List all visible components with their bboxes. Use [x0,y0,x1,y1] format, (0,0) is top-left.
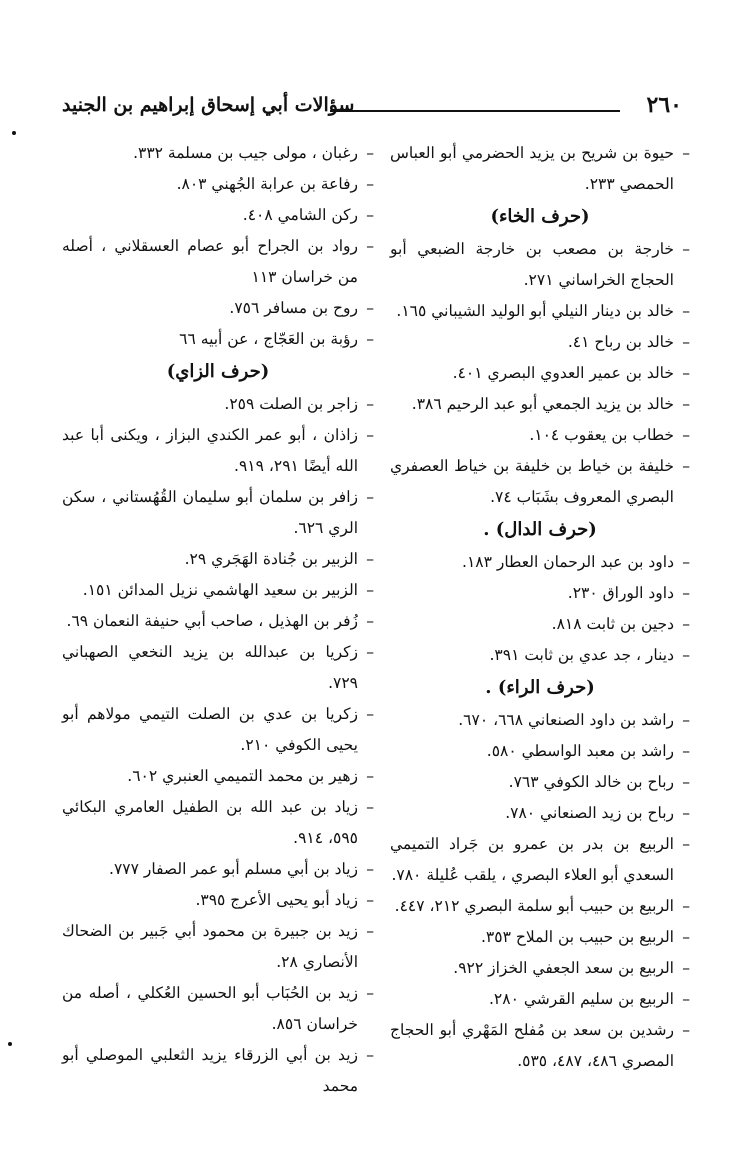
index-column-right [390,138,690,1077]
section-title: (حرف الراء) . [485,677,595,698]
index-entry: – رشدين بن سعد بن مُفلح المَهْري أبو الحجاج المصري ٤٨٦، ٤٨٧، ٥٣٥. [390,1015,690,1077]
index-entry: – الربيع بن بدر بن عمرو بن جَراد التميمي السعدي أبو العلاء البصري ، يلقب عُليلة ٧٨٠. [390,829,690,891]
index-entry: – زيد بن أبي الزرقاء يزيد الثعلبي الموصلي أبو محمد [62,1040,374,1102]
index-entry: – راشد بن معبد الواسطي ٥٨٠. [390,736,690,767]
index-column-left [62,138,374,1102]
index-entry: – الربيع بن سعد الجعفي الخزاز ٩٢٢. [390,953,690,984]
index-entry: – رباح بن زيد الصنعاني ٧٨٠. [390,798,690,829]
index-entry: – خالد بن دينار النيلي أبو الوليد الشيباني ١٦٥. [390,296,690,327]
index-entry: – داود بن عبد الرحمان العطار ١٨٣. [390,547,690,578]
running-title: سؤالات أبي إسحاق إبراهيم بن الجنيد [62,94,355,116]
index-entry: – خالد بن رباح ٤١. [390,327,690,358]
section-title: (حرف الدال) . [483,519,597,540]
index-entry: – زيد بن جبيرة بن محمود أبي جَبير بن الضحاك الأنصاري ٢٨. [62,916,374,978]
index-entry: – دينار ، جد عدي بن ثابت ٣٩١. [390,640,690,671]
section-title: (حرف الخاء) [490,206,590,227]
index-entry: – خليفة بن خياط بن خليفة بن خياط العصفري البصري المعروف بشَبَاب ٧٤. [390,451,690,513]
index-entry: – خارجة بن مصعب بن خارجة الضبعي أبو الحجاج الخراساني ٢٧١. [390,234,690,296]
index-entry: – الربيع بن سليم القرشي ٢٨٠. [390,984,690,1015]
index-entry: – داود الوراق ٢٣٠. [390,578,690,609]
index-entry: – خالد بن عمير العدوي البصري ٤٠١. [390,358,690,389]
index-entry: – دجين بن ثابت ٨١٨. [390,609,690,640]
index-entry: – الزبير بن سعيد الهاشمي نزيل المدائن ١٥١. [62,575,374,606]
index-entry: – رغبان ، مولى جيب بن مسلمة ٣٣٢. [62,138,374,169]
index-entry: – خالد بن يزيد الجمعي أبو عبد الرحيم ٣٨٦. [390,389,690,420]
index-entry: – الربيع بن حبيب بن الملاح ٣٥٣. [390,922,690,953]
index-entry: – زاذان ، أبو عمر الكندي البزاز ، ويكنى أبا عبد الله أيضًا ٢٩١، ٩١٩. [62,420,374,482]
index-entry: – زياد بن عبد الله بن الطفيل العامري البكائي ٥٩٥، ٩١٤. [62,792,374,854]
page-number: ٢٦٠ [646,92,682,118]
index-entry: – خطاب بن يعقوب ١٠٤. [390,420,690,451]
index-entry: – زكريا بن عدي بن الصلت التيمي مولاهم أبو يحيى الكوفي ٢١٠. [62,699,374,761]
index-entry: – حيوة بن شريح بن يزيد الحضرمي أبو العباس الحمصي ٢٣٣. [390,138,690,200]
margin-speck [8,1042,12,1046]
index-entry: – رباح بن خالد الكوفي ٧٦٣. [390,767,690,798]
index-entry: – رفاعة بن عرابة الجُهني ٨٠٣. [62,169,374,200]
index-entry: – الربيع بن حبيب أبو سلمة البصري ٢١٢، ٤٤٧. [390,891,690,922]
index-entry: – زاجر بن الصلت ٢٥٩. [62,389,374,420]
header-rule [330,110,620,112]
index-entry: – روح بن مسافر ٧٥٦. [62,293,374,324]
index-entry: – زياد بن أبي مسلم أبو عمر الصفار ٧٧٧. [62,854,374,885]
index-entry: – رواد بن الجراح أبو عصام العسقلاني ، أصله من خراسان ١١٣ [62,231,374,293]
page-header [62,92,682,126]
index-entry: – زهير بن محمد التميمي العنبري ٦٠٢. [62,761,374,792]
index-entry: – الزبير بن جُنادة الهَجَري ٢٩. [62,544,374,575]
section-title: (حرف الزاي) [166,361,270,382]
index-entry: – زكريا بن عبدالله بن يزيد النخعي الصهباني ٧٢٩. [62,637,374,699]
index-entry: – زياد أبو يحيى الأعرج ٣٩٥. [62,885,374,916]
index-entry: – زُفر بن الهذيل ، صاحب أبي حنيفة النعمان ٦٩. [62,606,374,637]
index-entry: – زيد بن الحُبَاب أبو الحسين العُكلي ، أصله من خراسان ٨٥٦. [62,978,374,1040]
index-entry: – ركن الشامي ٤٠٨. [62,200,374,231]
index-entry: – رؤبة بن العَجّاج ، عن أبيه ٦٦ [62,324,374,355]
index-entry: – راشد بن داود الصنعاني ٦٦٨، ٦٧٠. [390,705,690,736]
margin-speck [12,131,16,135]
index-entry: – زافر بن سلمان أبو سليمان القُهُستاني ، سكن الري ٦٢٦. [62,482,374,544]
